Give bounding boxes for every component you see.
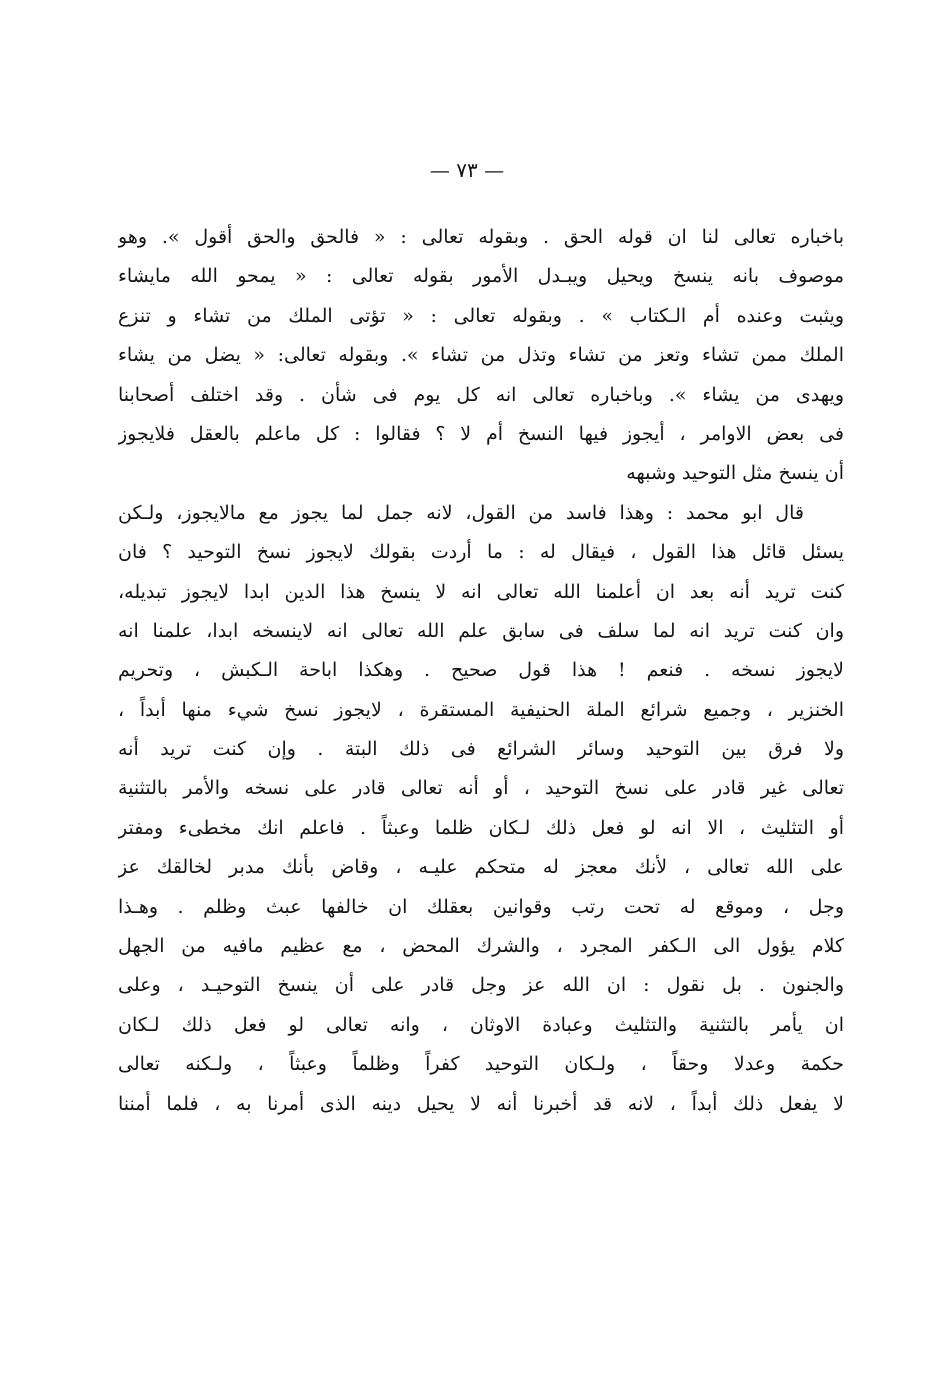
text-line: ويثبت وعنده أم الـكتاب » . وبقوله تعالى : « تؤتى الملك من تشاء و تنزع — [118, 304, 844, 327]
text-line: على الله تعالى ، لأنك معجز له متحكم عليـه ، وقاض بأنك مدبر لخالقك عز — [118, 856, 844, 879]
text-line: موصوف بانه ينسخ ويحيل ويبـدل الأمور بقوله تعالى : « يمحو الله مايشاء — [118, 265, 844, 288]
text-line: فى بعض الاوامر ، أيجوز فيها النسخ أم لا ؟ فقالوا : كل ماعلم بالعقل فلايجوز — [118, 422, 844, 445]
text-line: وجل ، وموقع له تحت رتب وقوانين بعقلك ان خالفها عبث وظلم . وهـذا — [118, 895, 844, 918]
text-line: ولا فرق بين التوحيد وسائر الشرائع فى ذلك البتة . وإن كنت تريد أنه — [118, 738, 844, 761]
text-line: الخنزير ، وجميع شرائع الملة الحنيفية المستقرة ، لايجوز نسخ شيء منها أبداً ، — [118, 698, 844, 721]
text-line: أو التثليث ، الا انه لو فعل ذلك لـكان ظلما وعبثاً . فاعلم انك مخطىء ومفتر — [118, 816, 844, 839]
text-line-paragraph-end: أن ينسخ مثل التوحيد وشبهه — [626, 462, 844, 485]
text-line: الملك ممن تشاء وتعز من تشاء وتذل من تشاء ». وبقوله تعالى: « يضل من يشاء — [118, 344, 844, 367]
text-line: لايجوز نسخه . فنعم ! هذا قول صحيح . وهكذا اباحة الـكبش ، وتحريم — [118, 659, 844, 682]
text-line: وان كنت تريد انه لما سلف فى سابق علم الله تعالى انه لاينسخه ابدا، علمنا انه — [118, 619, 844, 642]
text-line: باخباره تعالى لنا ان قوله الحق . وبقوله تعالى : « فالحق والحق أقول ». وهو — [118, 226, 844, 248]
text-line: لا يفعل ذلك أبداً ، لانه قد أخبرنا أنه لا يحيل دينه الذى أمرنا به ، فلما أمننا — [118, 1092, 844, 1115]
text-line: والجنون . بل نقول : ان الله عز وجل قادر على أن ينسخ التوحيـد ، وعلى — [118, 974, 844, 997]
text-line: كنت تريد أنه بعد ان أعلمنا الله تعالى انه لا ينسخ هذا الدين ابدا لايجوز تبديله، — [118, 580, 844, 603]
text-line: كلام يؤول الى الـكفر المجرد ، والشرك المحض ، مع عظيم مافيه من الجهل — [118, 935, 844, 958]
text-line: ويهدى من يشاء ». وباخباره تعالى انه كل يوم فى شأن . وقد اختلف أصحابنا — [118, 383, 844, 406]
page-number: — ٧٣ — — [429, 158, 505, 182]
text-line-paragraph-start: قال ابو محمد : وهذا فاسد من القول، لانه جمل لما يجوز مع مالايجوز، ولـكن — [118, 501, 804, 524]
page-body-text — [118, 218, 844, 1124]
text-line: حكمة وعدلا وحقاً ، ولـكان التوحيد كفراً وظلماً وعبثاً ، ولـكنه تعالى — [118, 1053, 844, 1076]
text-line: تعالى غير قادر على نسخ التوحيد ، أو أنه تعالى قادر على نسخه والأمر بالتثنية — [118, 777, 844, 800]
text-line: ان يأمر بالتثنية والتثليث وعبادة الاوثان ، وانه تعالى لو فعل ذلك لـكان — [118, 1013, 844, 1036]
text-line: يسئل قائل هذا القول ، فيقال له : ما أردت بقولك لايجوز نسخ التوحيد ؟ فان — [118, 541, 844, 564]
